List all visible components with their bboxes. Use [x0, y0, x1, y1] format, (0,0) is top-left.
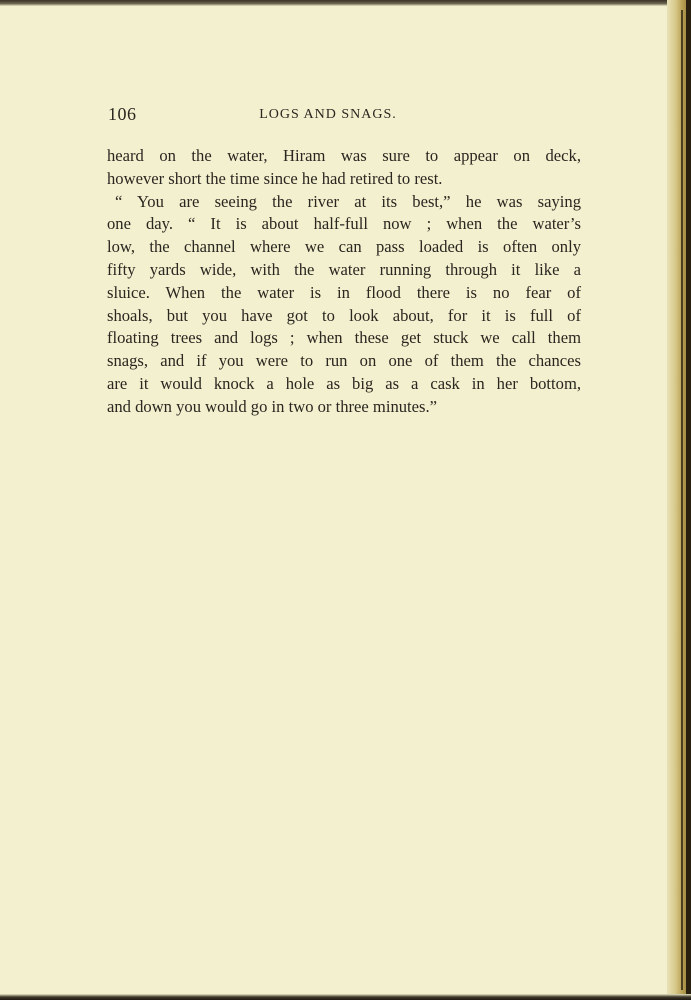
text-line: shoals, but you have got to look about, for it is full of [107, 305, 581, 325]
running-title: LOGS AND SNAGS. [259, 107, 397, 122]
spine-shadow [686, 0, 691, 1000]
text-line: “ You are seeing the river at its best,” he was saying [115, 191, 581, 211]
text-line: sluice. When the water is in flood there is no fear of [107, 282, 581, 302]
text-line: floating trees and logs ; when these get stuck we call them [107, 328, 581, 348]
page-bottom-edge [0, 994, 691, 1000]
book-spine-edge [667, 0, 691, 1000]
text-line: are it would knock a hole as big as a cask in her bottom, [107, 373, 581, 393]
text-line: and down you would go in two or three minutes.” [107, 396, 437, 416]
page-top-edge [0, 0, 691, 6]
text-line: low, the channel where we can pass loaded is often only [107, 237, 581, 257]
text-line: one day. “ It is about half-full now ; when the water’s [107, 214, 581, 234]
text-line: heard on the water, Hiram was sure to appear on deck, [107, 146, 581, 165]
text-line: snags, and if you were to run on one of them the chances [107, 351, 581, 371]
body-text [107, 145, 581, 419]
page-number: 106 [108, 104, 137, 124]
spine-binding-line [681, 10, 683, 990]
running-head [108, 104, 582, 128]
text-line: fifty yards wide, with the water running through it like a [107, 259, 581, 279]
text-line: however short the time since he had retired to rest. [107, 168, 443, 188]
